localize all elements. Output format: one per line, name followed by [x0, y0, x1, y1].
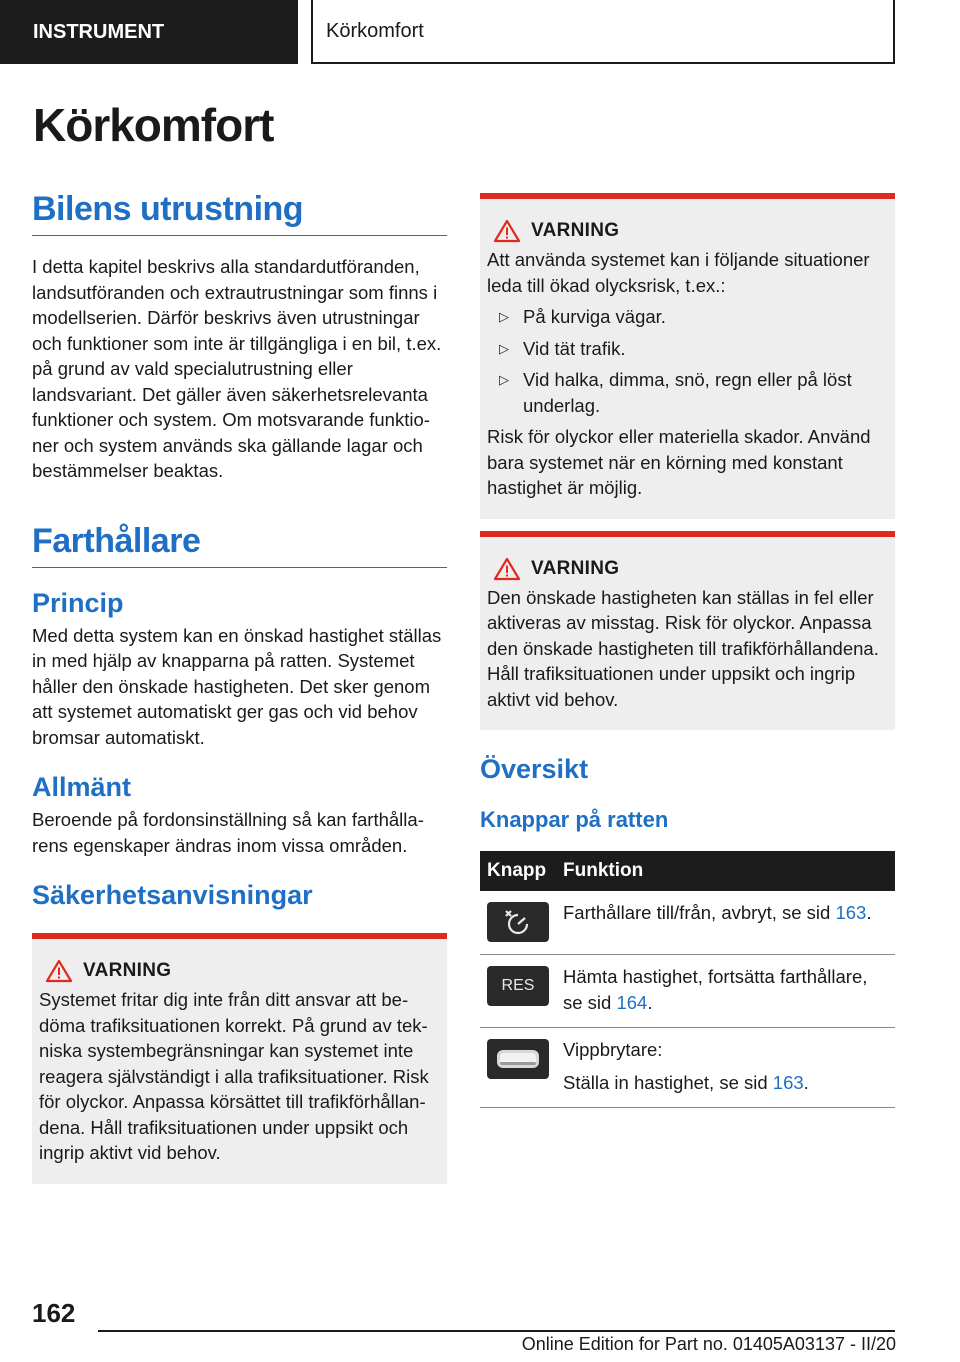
heading-general: Allmänt	[32, 772, 132, 802]
table-row	[480, 891, 895, 955]
function-text: Farthållare till/från, avbryt, se sid	[563, 902, 836, 923]
page-number: 162	[32, 1298, 76, 1328]
warning-header	[39, 959, 440, 983]
left-column	[32, 190, 447, 1184]
buttons-table	[480, 851, 895, 1108]
function-text: Ställa in hastighet, se sid	[563, 1071, 773, 1093]
warning-box-responsibility	[32, 933, 447, 1184]
header-chapter-label: Körkomfort	[326, 19, 424, 42]
heading-steering-buttons: Knappar på ratten	[480, 807, 669, 832]
column-header-button: Knapp	[480, 851, 556, 891]
table-cell-icon	[480, 955, 556, 1028]
heading-equipment: Bilens utrustning	[32, 190, 447, 236]
page-link[interactable]: 163	[772, 1071, 804, 1093]
heading-overview: Översikt	[480, 754, 589, 784]
warning-outro: Risk för olyckor eller materiella skador. Använd bara systemet när en körning med konstant hastighet är möjlig.	[487, 426, 871, 498]
table-cell-function	[556, 1028, 895, 1108]
bullet-triangle-icon: ▷	[499, 372, 509, 387]
warning-title: VARNING	[83, 960, 172, 981]
function-line: Vippbrytare:	[563, 1039, 663, 1060]
bullet-triangle-icon: ▷	[499, 340, 509, 356]
bullet-text: Vid tät trafik.	[523, 337, 626, 359]
warning-triangle-icon	[493, 557, 521, 581]
heading-principle: Princip	[32, 587, 124, 618]
bullet-text: På kurviga vägar.	[523, 306, 666, 327]
warning-header	[487, 557, 888, 581]
page-link[interactable]: 164	[616, 991, 648, 1013]
heading-safety: Säkerhetsanvisningar	[32, 880, 313, 910]
footer-edition: Online Edition for Part no. 01405A03137 - II/20	[521, 1334, 896, 1354]
column-header-function: Funktion	[556, 851, 895, 891]
cruise-control-icon	[487, 902, 549, 942]
rocker-switch-icon	[487, 1039, 549, 1079]
bullet-triangle-icon: ▷	[499, 309, 509, 324]
warning-triangle-icon	[45, 959, 73, 983]
function-suffix: .	[803, 1071, 809, 1093]
function-suffix: .	[647, 991, 653, 1013]
page-title: Körkomfort	[33, 99, 274, 151]
table-cell-icon	[480, 891, 556, 955]
header-section-label: INSTRUMENT	[33, 20, 165, 43]
bullet-text: Vid halka, dimma, snö, regn eller på löst underlag.	[523, 369, 852, 416]
paragraph-principle: Med detta system kan en önskad hastighet ställas in med hjälp av knapparna på ratten. Systemet håller den önskade hastigheten. Det sker genom att systemet automatiskt ger gas och vid behov bromsar automatiskt.	[32, 624, 442, 748]
header-section-tab	[0, 0, 298, 64]
table-header-row	[480, 851, 895, 891]
warning-intro: Att använda systemet kan i följande situationer leda till ökad olycksrisk, t.ex.:	[487, 249, 870, 296]
paragraph-general: Beroende på fordonsinställning så kan farthållarens egenskaper ändras inom vissa områden.	[32, 809, 424, 856]
page-link[interactable]: 163	[835, 902, 867, 923]
warning-text: Systemet fritar dig inte från ditt ansvar att bedöma trafiksituationen korrekt. På grund av tekniska systembegränsningar kan systemet inte reagera självständigt i alla trafiksituationer. Risk för olyckor. Anpassa körsättet till trafikförhållandena. Håll trafiksituationen under uppsikt och ingrip aktivt vid behov.	[39, 989, 429, 1163]
res-button-icon	[487, 966, 549, 1006]
right-column	[480, 190, 895, 1108]
warning-triangle-icon	[493, 219, 521, 243]
table-cell-function	[556, 955, 895, 1028]
function-text: Hämta hastighet, fortsätta farthållare, se sid	[563, 966, 868, 1013]
warning-box-speed	[480, 531, 895, 731]
footer-divider	[98, 1330, 895, 1332]
heading-cruise-control: Farthållare	[32, 522, 447, 568]
warning-title: VARNING	[531, 557, 620, 579]
paragraph-equipment: I detta kapitel beskrivs alla standardutföranden, landsutföranden och extrautrustningar som finns i modellserien. Därför beskrivs även utrustningar och funktioner som inte är tillgängliga i en bil, t.ex. på grund av vald specialutrustning eller landsvariant. Det gäller även säkerhetsrelevanta funktioner och system. Om motsvarande funktioner och system används ska gällande lagar och bestämmelser beaktas.	[32, 256, 442, 481]
table-row	[480, 1028, 895, 1108]
res-button-label: RES	[501, 977, 535, 995]
bullet-item	[487, 336, 888, 362]
function-suffix: .	[866, 902, 872, 923]
warning-header	[487, 219, 888, 243]
table-cell-function	[556, 891, 895, 955]
table-cell-icon	[480, 1028, 556, 1108]
warning-text: Den önskade hastigheten kan ställas in fel eller aktiveras av misstag. Risk för olyckor. Anpassa den önskade hastigheten till trafikförhållandena. Håll trafiksituationen under uppsikt och ingrip aktivt vid behov.	[487, 586, 879, 710]
bullet-item	[487, 367, 888, 418]
bullet-item	[487, 304, 888, 330]
header-chapter-tab	[311, 0, 895, 64]
warning-box-situations	[480, 193, 895, 519]
table-row	[480, 955, 895, 1028]
warning-title: VARNING	[531, 220, 620, 241]
